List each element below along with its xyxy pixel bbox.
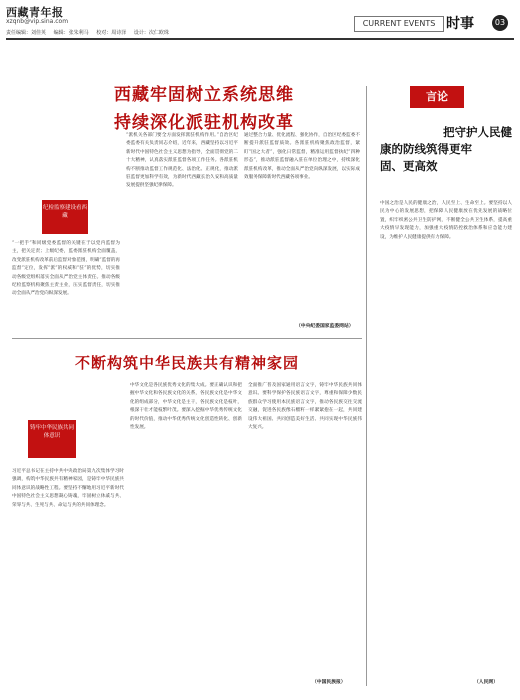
column-divider	[366, 86, 367, 686]
article2-headline: 不断构筑中华民族共有精神家园	[74, 354, 299, 372]
commentary-title-line1: 把守护人民健	[443, 125, 512, 139]
commentary-title-line3: 固、更高效	[380, 159, 438, 173]
commentary-label: 言论	[410, 86, 464, 108]
commentary-body: 中国之治是人民的健康之治，人民至上、生命至上。要坚持以人民为中心的发展思想，把保障人民健康放在优先发展的战略位置，织牢织密公共卫生防护网，不断健全公共卫生体系，提高重大疫情早发现能力，加强重大疫情防控救治体系和应急能力建设，为维护人民健康提供有力保障。	[380, 201, 512, 240]
article1-headline-line1: 西藏牢固树立系统思维	[114, 85, 294, 105]
article2-source: （中国民族报）	[312, 679, 346, 685]
article2-column-1: 习近平总书记在主持中共中央政治局第九次集体学习时强调，构筑中华民族共有精神家园，是铸牢中华民族共同体意识的战略性工程。要坚持不懈地用习近平新时代中国特色社会主义思想凝心铸魂，牢固树立休戚与共、荣辱与共、生死与共、命运与共的共同体理念。	[12, 469, 124, 508]
credit-item: 设计：次仁欧珠	[133, 30, 169, 36]
section-name-en: CURRENT EVENTS	[354, 16, 444, 32]
publication-url: xzqnb@vip.sina.com	[6, 18, 69, 25]
credit-item: 责任编辑：刘佳英	[6, 30, 47, 36]
section-header	[354, 13, 510, 35]
section-name-cn: 时事	[446, 16, 474, 32]
credit-item: 编辑：张朱利马	[53, 30, 89, 36]
article2-column-2: 中华文化是各民族优秀文化的集大成。要正确认识和把握中华文化和各民族文化的关系，各民族文化是中华文化的组成部分，中华文化是主干，各民族文化是枝叶，根深干壮才能枝繁叶茂。要深入挖掘中华优秀传统文化的时代价值，推动中华优秀传统文化创造性转化、创新性发展。	[130, 383, 242, 431]
article2-column-3: 全面推广普及国家通用语言文字，铸牢中华民族共同体意识。要科学保护各民族语言文字，尊重和保障少数民族群众学习使用本民族语言文字，推动各民族交往交流交融，促进各民族像石榴籽一样紧紧抱在一起，共同建设伟大祖国、共同创造美好生活、共同实现中华民族伟大复兴。	[248, 383, 362, 431]
article1-topic-badge: 纪检监察建设看西藏	[42, 200, 88, 234]
editor-credits	[6, 29, 175, 36]
commentary-title-line2: 康的防线筑得更牢	[380, 142, 472, 156]
page-number: 03	[492, 15, 508, 31]
article1-source: （中央纪委国家监委网站）	[296, 323, 354, 329]
masthead-rule	[6, 38, 514, 40]
article2-topic-badge: 铸牢中华民族共同体意识	[28, 420, 76, 458]
article1-headline-line2: 持续深化派驻机构改革	[114, 113, 294, 133]
masthead	[0, 0, 520, 42]
credit-item: 校对：周诗泽	[96, 30, 127, 36]
article1-headline	[44, 80, 364, 133]
section-divider	[12, 338, 362, 339]
article1-column-2: “派机关各部门要全方面发挥派驻机构作用。”自治区纪委监委有关负责同志介绍，近年来，西藏坚持以习近平新时代中国特色社会主义思想为指导，全面贯彻党的二十大精神，认真落实派驻监督各项工作任务。各派驻机构不断推动监督工作规范化、法治化、正规化，推动派驻监督更加科学有效，为新时代西藏长治久安和高质量发展提供坚强纪律保障。	[126, 133, 238, 189]
commentary-source: （人民网）	[474, 679, 498, 685]
article1-column-1: “一把手”和同级党委监督的关键在于以党内监督为主，把关定责；上级纪委，监委派驻机构全面覆盖，改变派驻机构改革前后监督对象范围，明确“监督的再监督”定位，发挥“派”的权威和“驻”的优势，切实推动各级党组织落实全面从严治党主体责任。推动各级纪检监察机构聚焦主责主业，压实监督责任，切实推动全面从严治党向纵深发展。	[12, 241, 120, 297]
article1-column-3: 通过整合力量、优化流程、强化协作，自治区纪委监委不断提升派驻监督质效。各派驻机构聚焦政治监督，紧盯“国之大者”，强化日常监督，精准运用监督执纪“四种形态”，推动派驻监督融入驻在单位治理之中，持续深化派驻机构改革，推动全面从严治党向纵深发展，以实际成效服务保障新时代西藏各项事业。	[244, 133, 360, 181]
publication-name: 西藏青年报	[6, 6, 64, 19]
commentary-title	[380, 124, 512, 175]
